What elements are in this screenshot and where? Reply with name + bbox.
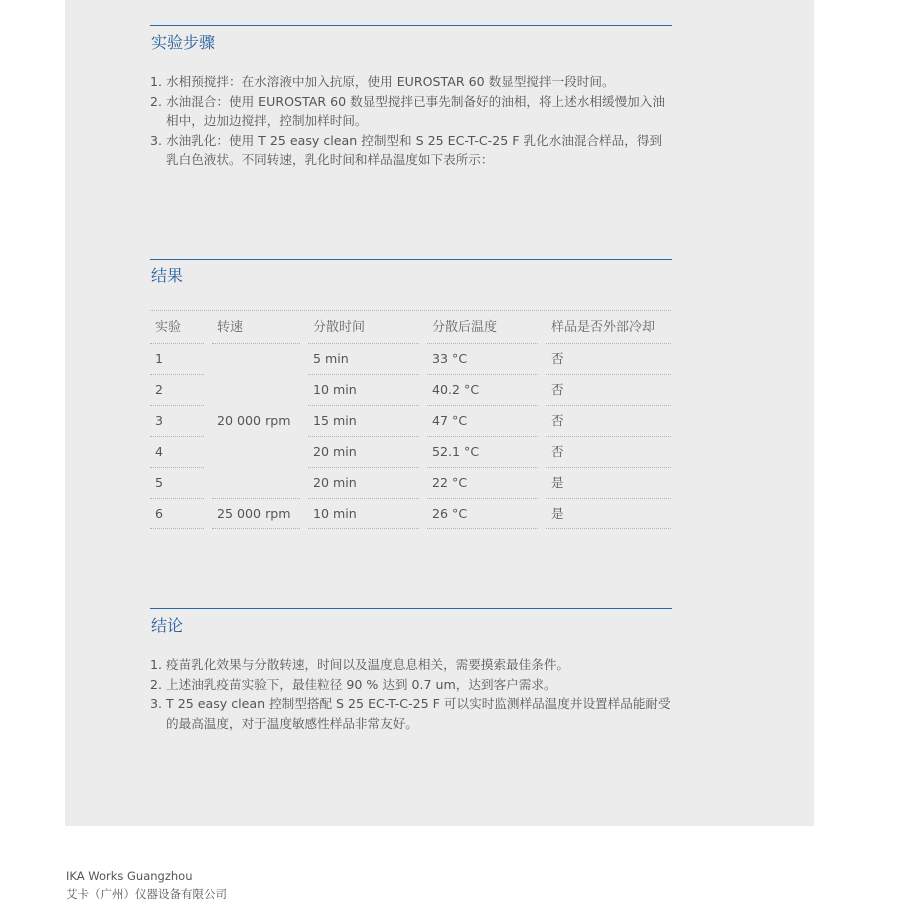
header-speed: 转速 (217, 320, 244, 335)
list-item: 3. 水油乳化：使用 T 25 easy clean 控制型和 S 25 EC-T-C-25 F 乳化水油混合样品，得到乳白色液状。不同转速，乳化时间和样品温度如下表所示： (150, 132, 663, 167)
conclusion-list (150, 655, 674, 733)
speed-group-2: 25 000 rpm (217, 506, 291, 521)
list-item: 1. 疫苗乳化效果与分散转速，时间以及温度息息相关，需要摸索最佳条件。 (150, 657, 569, 672)
list-item: 1. 水相预搅拌：在水溶液中加入抗原，使用 EUROSTAR 60 数显型搅拌一段时间。 (150, 74, 615, 89)
conclusion-divider (150, 608, 672, 609)
table-top-rule (150, 310, 671, 311)
results-table: 实验 转速 分散时间 分散后温度 样品是否外部冷却 1 5 min 33 °C 否 2 10 min 40.2 °C 否 3 20 000 rpm 15 min 47 °C 否 4 20 min 52.1 °C 否 5 20 min 22 °C 是 6 25 000 rpm 10 min 26 °C 是 (150, 310, 671, 530)
steps-divider (150, 25, 672, 26)
steps-list (150, 72, 674, 170)
footer-company-en: IKA Works Guangzhou (66, 869, 193, 883)
results-title: 结果 (151, 266, 184, 285)
footer-company-cn: 艾卡（广州）仪器设备有限公司 (66, 887, 227, 901)
conclusion-title: 结论 (151, 616, 184, 635)
list-item: 2. 上述油乳疫苗实验下，最佳粒径 90 % 达到 0.7 um，达到客户需求。 (150, 676, 557, 692)
header-experiment: 实验 (155, 320, 182, 335)
header-cooling: 样品是否外部冷却 (551, 320, 656, 335)
steps-title: 实验步骤 (151, 33, 216, 52)
header-temperature: 分散后温度 (432, 320, 498, 335)
header-time: 分散时间 (313, 320, 366, 335)
results-divider (150, 259, 672, 260)
list-item: 3. T 25 easy clean 控制型搭配 S 25 EC-T-C-25 F 可以实时监测样品温度并设置样品能耐受的最高温度，对于温度敏感性样品非常友好。 (150, 696, 671, 731)
speed-group-1: 20 000 rpm (217, 413, 291, 428)
list-item: 2. 水油混合：使用 EUROSTAR 60 数显型搅拌已事先制备好的油相，将上述水相缓慢加入油相中，边加边搅拌，控制加样时间。 (150, 93, 665, 128)
